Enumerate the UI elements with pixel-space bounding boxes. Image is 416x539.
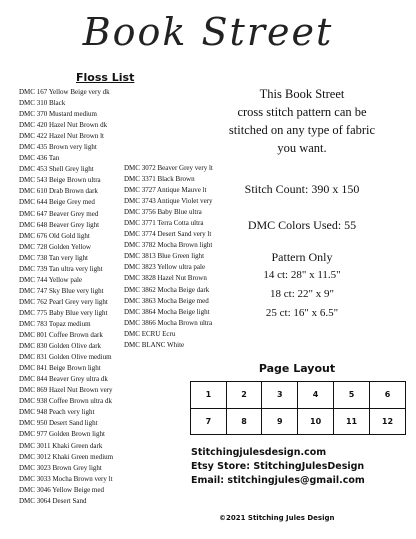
page-layout-row xyxy=(191,382,406,409)
page-cell: 4 xyxy=(298,382,334,409)
description-line: you want. xyxy=(277,141,327,155)
floss-item: DMC 3771 Terra Cotta ultra xyxy=(124,219,204,228)
floss-item: DMC 543 Beige Brown ultra xyxy=(19,176,101,185)
floss-item: DMC 3743 Antique Violet very xyxy=(124,197,213,206)
description-line: This Book Street xyxy=(259,87,345,101)
floss-item: DMC 841 Beige Brown light xyxy=(19,364,101,373)
page-cell: 10 xyxy=(298,408,334,435)
floss-item: DMC 3023 Brown Grey light xyxy=(19,463,102,472)
floss-item: DMC 3774 Desert Sand very lt xyxy=(124,230,212,239)
floss-item: DMC 3813 Blue Green light xyxy=(124,252,205,261)
page-cell: 7 xyxy=(191,408,227,435)
description-line: cross stitch pattern can be xyxy=(237,105,367,119)
description-line: stitched on any type of fabric xyxy=(228,123,376,137)
floss-item: DMC 762 Pearl Grey very light xyxy=(19,297,108,306)
etsy-store-text: Etsy Store: StitchingJulesDesign xyxy=(191,461,365,472)
page-cell: 11 xyxy=(334,408,370,435)
floss-item: DMC 747 Sky Blue very light xyxy=(19,286,104,295)
floss-item: DMC 3033 Mocha Brown very lt xyxy=(19,474,113,483)
page-cell: 3 xyxy=(262,382,298,409)
copyright-footer: ©2021 Stitching Jules Design xyxy=(219,514,335,522)
floss-item: DMC 3862 Mocha Beige dark xyxy=(124,285,210,294)
floss-item: DMC ECRU Ecru xyxy=(124,329,176,338)
floss-item: DMC 3864 Mocha Beige light xyxy=(124,307,210,316)
email-text: Email: stitchingjules@gmail.com xyxy=(191,475,365,486)
floss-item: DMC 422 Hazel Nut Brown lt xyxy=(19,132,104,141)
stitch-count: Stitch Count: 390 x 150 xyxy=(244,182,360,196)
floss-item: DMC 831 Golden Olive medium xyxy=(19,353,112,362)
floss-list-column-1 xyxy=(19,87,113,507)
floss-item: DMC 167 Yellow Beige very dk xyxy=(19,88,110,96)
page-cell: 8 xyxy=(226,408,262,435)
floss-item: DMC 3012 Khaki Green medium xyxy=(19,452,114,461)
floss-item: DMC 3756 Baby Blue ultra xyxy=(124,208,202,217)
page-layout-grid xyxy=(190,381,406,435)
floss-item: DMC 738 Tan very light xyxy=(19,253,88,262)
page-cell: 12 xyxy=(369,408,405,435)
size-18ct: 18 ct: 22" x 9" xyxy=(270,288,334,300)
floss-item: DMC 3863 Mocha Beige med xyxy=(124,296,209,305)
dmc-colors-used: DMC Colors Used: 55 xyxy=(247,218,357,232)
size-25ct: 25 ct: 16" x 6.5" xyxy=(265,307,339,319)
floss-item: DMC BLANC White xyxy=(124,340,185,349)
floss-item: DMC 370 Mustard medium xyxy=(19,110,97,119)
floss-item: DMC 3727 Antique Mauve lt xyxy=(124,186,207,195)
floss-item: DMC 647 Beaver Grey med xyxy=(19,209,99,218)
floss-item: DMC 648 Beaver Grey light xyxy=(19,220,100,229)
page-layout-row xyxy=(191,408,406,435)
page-cell: 2 xyxy=(226,382,262,409)
floss-item: DMC 801 Coffee Brown dark xyxy=(19,331,103,340)
floss-item: DMC 3046 Yellow Beige med xyxy=(19,485,104,494)
floss-item: DMC 436 Tan xyxy=(19,154,60,163)
pattern-only-label: Pattern Only xyxy=(271,250,333,264)
floss-list-heading: Floss List xyxy=(76,71,135,84)
floss-item: DMC 610 Drab Brown dark xyxy=(19,187,98,196)
fabric-sizes xyxy=(189,266,415,323)
floss-item: DMC 3011 Khaki Green dark xyxy=(19,441,103,450)
floss-item: DMC 3064 Desert Sand xyxy=(19,496,87,505)
floss-item: DMC 644 Beige Grey med xyxy=(19,198,95,207)
floss-item: DMC 3823 Yellow ultra pale xyxy=(124,263,206,272)
floss-item: DMC 950 Desert Sand light xyxy=(19,419,98,428)
floss-item: DMC 3371 Black Brown xyxy=(124,175,195,184)
floss-item: DMC 3828 Hazel Nut Brown xyxy=(124,274,207,283)
pattern-description xyxy=(189,85,415,157)
size-14ct: 14 ct: 28" x 11.5" xyxy=(263,269,341,281)
floss-item: DMC 3072 Beaver Grey very lt xyxy=(124,164,213,172)
page-cell: 9 xyxy=(262,408,298,435)
floss-item: DMC 728 Golden Yellow xyxy=(19,242,91,251)
floss-item: DMC 310 Black xyxy=(19,99,66,108)
floss-item: DMC 775 Baby Blue very light xyxy=(19,308,108,317)
floss-item: DMC 938 Coffee Brown ultra dk xyxy=(19,397,112,406)
floss-item: DMC 948 Peach very light xyxy=(19,408,95,417)
floss-item: DMC 676 Old Gold light xyxy=(19,231,90,240)
page-cell: 1 xyxy=(191,382,227,409)
floss-item: DMC 453 Shell Grey light xyxy=(19,165,94,174)
pattern-title: Book Street xyxy=(82,10,334,54)
floss-item: DMC 844 Beaver Grey ultra dk xyxy=(19,375,108,384)
website-text: Stitchingjulesdesign.com xyxy=(191,447,327,458)
page-layout-heading: Page Layout xyxy=(258,362,336,375)
floss-item: DMC 420 Hazel Nut Brown dk xyxy=(19,121,108,130)
floss-item: DMC 744 Yellow pale xyxy=(19,275,83,284)
floss-item: DMC 435 Brown very light xyxy=(19,143,97,152)
floss-item: DMC 869 Hazel Nut Brown very xyxy=(19,386,113,395)
floss-item: DMC 977 Golden Brown light xyxy=(19,430,105,439)
floss-item: DMC 3866 Mocha Brown ultra xyxy=(124,318,213,327)
page-cell: 6 xyxy=(369,382,405,409)
floss-item: DMC 783 Topaz medium xyxy=(19,319,91,328)
floss-item: DMC 3782 Mocha Brown light xyxy=(124,241,213,250)
floss-item: DMC 830 Golden Olive dark xyxy=(19,342,102,351)
floss-item: DMC 739 Tan ultra very light xyxy=(19,264,103,273)
page-cell: 5 xyxy=(334,382,370,409)
